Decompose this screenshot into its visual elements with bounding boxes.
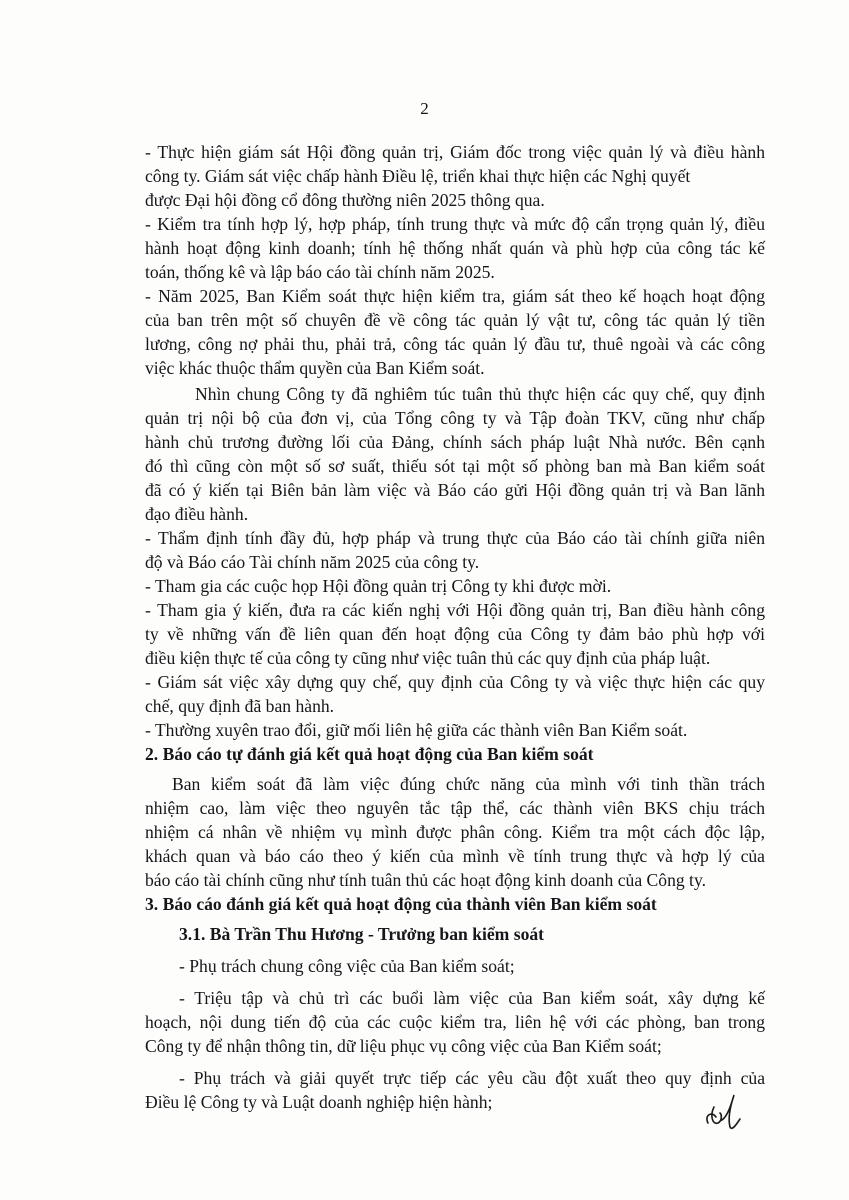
text-line: - Tham gia ý kiến, đưa ra các kiến nghị với Hội đồng quản trị, Ban điều hành công [145, 600, 765, 620]
text-line: Nhìn chung Công ty đã nghiêm túc tuân thủ thực hiện các quy chế, quy định [195, 384, 765, 404]
subsection-heading: 3.1. Bà Trần Thu Hương - Trưởng ban kiểm soát [179, 924, 545, 944]
text-line: toán, thống kê và lập báo cáo tài chính năm 2025. [145, 262, 495, 282]
text-line: Ban kiểm soát đã làm việc đúng chức năng của mình với tinh thần trách [172, 774, 765, 794]
section-heading: 3. Báo cáo đánh giá kết quả hoạt động của thành viên Ban kiểm soát [145, 894, 657, 914]
text-line: khách quan và báo cáo theo ý kiến của mình về tính trung thực và hợp lý của [145, 846, 765, 866]
text-line: đó thì cũng còn một số sơ suất, thiếu sót tại một số phòng ban mà Ban kiểm soát [145, 456, 765, 476]
section-heading: 2. Báo cáo tự đánh giá kết quả hoạt động của Ban kiểm soát [145, 744, 594, 764]
text-line: - Phụ trách chung công việc của Ban kiểm soát; [179, 956, 515, 976]
text-line: ty về những vấn đề liên quan đến hoạt động của Công ty đảm bảo phù hợp với [145, 624, 765, 644]
text-line: lương, công nợ phải thu, phải trả, công tác quản lý đầu tư, thuê ngoài và các công [145, 334, 765, 354]
text-line: việc khác thuộc thẩm quyền của Ban Kiểm soát. [145, 358, 485, 378]
text-line: Điều lệ Công ty và Luật doanh nghiệp hiện hành; [145, 1092, 493, 1112]
text-line: - Thực hiện giám sát Hội đồng quản trị, Giám đốc trong việc quản lý và điều hành [145, 142, 765, 162]
text-line: hành chủ trương đường lối của Đảng, chính sách pháp luật Nhà nước. Bên cạnh [145, 432, 765, 452]
text-line: - Phụ trách và giải quyết trực tiếp các yêu cầu đột xuất theo quy định của [179, 1068, 765, 1088]
text-line: điều kiện thực tế của công ty cũng như việc tuân thủ các quy định của pháp luật. [145, 648, 711, 668]
text-line: của ban trên một số chuyên đề về công tác quản lý vật tư, công tác quản lý tiền [145, 310, 765, 330]
text-line: - Triệu tập và chủ trì các buổi làm việc của Ban kiểm soát, xây dựng kế [179, 988, 765, 1008]
text-line: - Thường xuyên trao đổi, giữ mối liên hệ giữa các thành viên Ban Kiểm soát. [145, 720, 688, 740]
initials-signature [700, 1085, 750, 1135]
text-line: hành hoạt động kinh doanh; tính hệ thống nhất quán và phù hợp của công tác kế [145, 238, 765, 258]
text-line: quản trị nội bộ của đơn vị, của Tổng công ty và Tập đoàn TKV, cũng như chấp [145, 408, 765, 428]
text-line: Công ty để nhận thông tin, dữ liệu phục vụ công việc của Ban Kiểm soát; [145, 1036, 662, 1056]
text-line: - Năm 2025, Ban Kiểm soát thực hiện kiểm tra, giám sát theo kế hoạch hoạt động [145, 286, 765, 306]
text-line: - Giám sát việc xây dựng quy chế, quy định của Công ty và việc thực hiện các quy [145, 672, 765, 692]
text-line: nhiệm cá nhân về nhiệm vụ mình được phân công. Kiểm tra một cách độc lập, [145, 822, 765, 842]
text-line: nhiệm cao, làm việc theo nguyên tắc tập thể, các thành viên BKS chịu trách [145, 798, 765, 818]
text-line: công ty. Giám sát việc chấp hành Điều lệ, triển khai thực hiện các Nghị quyết [145, 166, 691, 186]
text-line: - Kiểm tra tính hợp lý, hợp pháp, tính trung thực và mức độ cẩn trọng quản lý, điều [145, 214, 765, 234]
text-line: độ và Báo cáo Tài chính năm 2025 của công ty. [145, 552, 480, 572]
text-line: hoạch, nội dung tiến độ của các cuộc kiểm tra, liên hệ với các phòng, ban trong [145, 1012, 765, 1032]
text-line: đã có ý kiến tại Biên bản làm việc và Báo cáo gửi Hội đồng quản trị và Ban lãnh [145, 480, 765, 500]
text-line: chế, quy định đã ban hành. [145, 696, 335, 716]
text-line: - Tham gia các cuộc họp Hội đồng quản trị Công ty khi được mời. [145, 576, 612, 596]
text-line: đạo điều hành. [145, 504, 249, 524]
text-line: được Đại hội đồng cổ đông thường niên 2025 thông qua. [145, 190, 545, 210]
page-number: 2 [420, 99, 429, 118]
text-line: - Thẩm định tính đầy đủ, hợp pháp và trung thực của Báo cáo tài chính giữa niên [145, 528, 765, 548]
text-line: báo cáo tài chính cũng như tính tuân thủ các hoạt động kinh doanh của Công ty. [145, 870, 706, 890]
